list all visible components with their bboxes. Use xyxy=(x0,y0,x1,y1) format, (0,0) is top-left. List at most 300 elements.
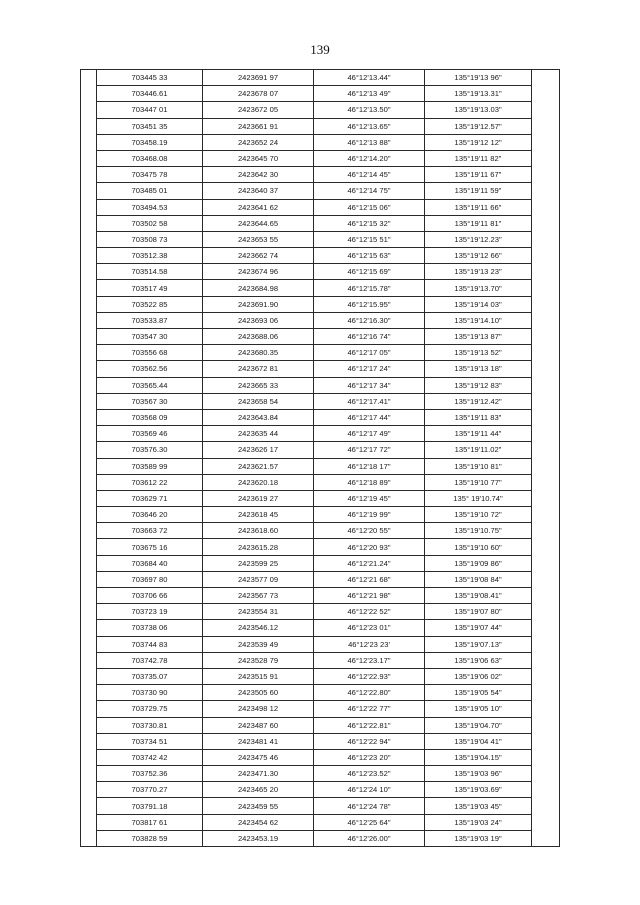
latitude-cell: 46°12'16.30" xyxy=(314,312,425,328)
x-coordinate-cell: 703589 99 xyxy=(97,458,203,474)
y-coordinate-cell: 2423465 20 xyxy=(203,782,314,798)
x-coordinate-cell: 703547 30 xyxy=(97,329,203,345)
latitude-cell: 46°12'13.50" xyxy=(314,102,425,118)
row-trailing-cell xyxy=(532,361,560,377)
longitude-cell: 135°19'07 80" xyxy=(425,604,532,620)
latitude-cell: 46°12'17 49" xyxy=(314,426,425,442)
row-margin-cell xyxy=(81,118,97,134)
row-margin-cell xyxy=(81,652,97,668)
y-coordinate-cell: 2423620.18 xyxy=(203,474,314,490)
longitude-cell: 135°19'07.13" xyxy=(425,636,532,652)
y-coordinate-cell: 2423652 24 xyxy=(203,134,314,150)
longitude-cell: 135°19'06 02" xyxy=(425,668,532,684)
table-row xyxy=(81,167,560,183)
x-coordinate-cell: 703447 01 xyxy=(97,102,203,118)
y-coordinate-cell: 2423691 97 xyxy=(203,70,314,86)
row-trailing-cell xyxy=(532,539,560,555)
table-row xyxy=(81,70,560,86)
row-trailing-cell xyxy=(532,798,560,814)
table-row xyxy=(81,296,560,312)
row-trailing-cell xyxy=(532,588,560,604)
x-coordinate-cell: 703485 01 xyxy=(97,183,203,199)
x-coordinate-cell: 703706 66 xyxy=(97,588,203,604)
latitude-cell: 46°12'23.52" xyxy=(314,766,425,782)
x-coordinate-cell: 703817 61 xyxy=(97,814,203,830)
row-margin-cell xyxy=(81,717,97,733)
row-margin-cell xyxy=(81,814,97,830)
table-row xyxy=(81,426,560,442)
x-coordinate-cell: 703502 58 xyxy=(97,215,203,231)
y-coordinate-cell: 2423487 60 xyxy=(203,717,314,733)
x-coordinate-cell: 703445 33 xyxy=(97,70,203,86)
longitude-cell: 135°19'12.42" xyxy=(425,393,532,409)
latitude-cell: 46°12'14 75" xyxy=(314,183,425,199)
table-row xyxy=(81,442,560,458)
x-coordinate-cell: 703569 46 xyxy=(97,426,203,442)
table-row xyxy=(81,118,560,134)
y-coordinate-cell: 2423599 25 xyxy=(203,555,314,571)
row-margin-cell xyxy=(81,749,97,765)
table-row xyxy=(81,604,560,620)
row-margin-cell xyxy=(81,134,97,150)
x-coordinate-cell: 703576.30 xyxy=(97,442,203,458)
longitude-cell: 135°19'12 12" xyxy=(425,134,532,150)
y-coordinate-cell: 2423644.65 xyxy=(203,215,314,231)
x-coordinate-cell: 703514.58 xyxy=(97,264,203,280)
longitude-cell: 135°19'10 81" xyxy=(425,458,532,474)
table-row xyxy=(81,393,560,409)
row-trailing-cell xyxy=(532,150,560,166)
row-trailing-cell xyxy=(532,701,560,717)
y-coordinate-cell: 2423680.35 xyxy=(203,345,314,361)
y-coordinate-cell: 2423653 55 xyxy=(203,231,314,247)
table-row xyxy=(81,134,560,150)
latitude-cell: 46°12'17 05" xyxy=(314,345,425,361)
row-margin-cell xyxy=(81,830,97,846)
row-margin-cell xyxy=(81,523,97,539)
longitude-cell: 135°19'11 81" xyxy=(425,215,532,231)
x-coordinate-cell: 703729.75 xyxy=(97,701,203,717)
row-margin-cell xyxy=(81,183,97,199)
row-trailing-cell xyxy=(532,183,560,199)
x-coordinate-cell: 703533.87 xyxy=(97,312,203,328)
row-trailing-cell xyxy=(532,215,560,231)
row-trailing-cell xyxy=(532,571,560,587)
row-trailing-cell xyxy=(532,70,560,86)
y-coordinate-cell: 2423645 70 xyxy=(203,150,314,166)
row-trailing-cell xyxy=(532,167,560,183)
row-trailing-cell xyxy=(532,264,560,280)
longitude-cell: 135°19'03 24" xyxy=(425,814,532,830)
row-trailing-cell xyxy=(532,733,560,749)
row-margin-cell xyxy=(81,426,97,442)
y-coordinate-cell: 2423619 27 xyxy=(203,490,314,506)
row-margin-cell xyxy=(81,701,97,717)
latitude-cell: 46°12'23 23' xyxy=(314,636,425,652)
row-trailing-cell xyxy=(532,231,560,247)
longitude-cell: 135°19'14 03" xyxy=(425,296,532,312)
longitude-cell: 135°19'12 66" xyxy=(425,248,532,264)
latitude-cell: 46°12'15.95" xyxy=(314,296,425,312)
table-row xyxy=(81,329,560,345)
y-coordinate-cell: 2423658 54 xyxy=(203,393,314,409)
row-margin-cell xyxy=(81,588,97,604)
x-coordinate-cell: 703475 78 xyxy=(97,167,203,183)
table-row xyxy=(81,766,560,782)
row-margin-cell xyxy=(81,86,97,102)
latitude-cell: 46°12'21 98" xyxy=(314,588,425,604)
table-row xyxy=(81,361,560,377)
row-margin-cell xyxy=(81,361,97,377)
latitude-cell: 46°12'13 88" xyxy=(314,134,425,150)
latitude-cell: 46°12'23 01" xyxy=(314,620,425,636)
y-coordinate-cell: 2423475 46 xyxy=(203,749,314,765)
row-trailing-cell xyxy=(532,377,560,393)
table-row xyxy=(81,620,560,636)
y-coordinate-cell: 2423665 33 xyxy=(203,377,314,393)
table-row xyxy=(81,86,560,102)
table-row xyxy=(81,685,560,701)
longitude-cell: 135°19'11 44" xyxy=(425,426,532,442)
row-trailing-cell xyxy=(532,409,560,425)
row-trailing-cell xyxy=(532,393,560,409)
x-coordinate-cell: 703446.61 xyxy=(97,86,203,102)
table-row xyxy=(81,264,560,280)
row-margin-cell xyxy=(81,280,97,296)
x-coordinate-cell: 703565.44 xyxy=(97,377,203,393)
row-trailing-cell xyxy=(532,458,560,474)
x-coordinate-cell: 703734 51 xyxy=(97,733,203,749)
y-coordinate-cell: 2423661 91 xyxy=(203,118,314,134)
x-coordinate-cell: 703684 40 xyxy=(97,555,203,571)
y-coordinate-cell: 2423672 05 xyxy=(203,102,314,118)
latitude-cell: 46°12'15 51" xyxy=(314,231,425,247)
row-margin-cell xyxy=(81,167,97,183)
x-coordinate-cell: 703738 06 xyxy=(97,620,203,636)
latitude-cell: 46°12'15 63" xyxy=(314,248,425,264)
latitude-cell: 46°12'24 78" xyxy=(314,798,425,814)
y-coordinate-cell: 2423567 73 xyxy=(203,588,314,604)
row-trailing-cell xyxy=(532,814,560,830)
table-row xyxy=(81,458,560,474)
longitude-cell: 135°19'08 84" xyxy=(425,571,532,587)
y-coordinate-cell: 2423528 79 xyxy=(203,652,314,668)
row-margin-cell xyxy=(81,409,97,425)
table-row xyxy=(81,814,560,830)
row-trailing-cell xyxy=(532,490,560,506)
longitude-cell: 135°19'13 87" xyxy=(425,329,532,345)
x-coordinate-cell: 703675 16 xyxy=(97,539,203,555)
row-margin-cell xyxy=(81,150,97,166)
latitude-cell: 46°12'15 69" xyxy=(314,264,425,280)
x-coordinate-cell: 703562.56 xyxy=(97,361,203,377)
row-margin-cell xyxy=(81,345,97,361)
row-trailing-cell xyxy=(532,329,560,345)
latitude-cell: 46°12'22.93" xyxy=(314,668,425,684)
x-coordinate-cell: 703512.38 xyxy=(97,248,203,264)
table-row xyxy=(81,555,560,571)
row-trailing-cell xyxy=(532,668,560,684)
row-trailing-cell xyxy=(532,652,560,668)
latitude-cell: 46°12'22 94" xyxy=(314,733,425,749)
latitude-cell: 46°12'14 45" xyxy=(314,167,425,183)
y-coordinate-cell: 2423642 30 xyxy=(203,167,314,183)
y-coordinate-cell: 2423640 37 xyxy=(203,183,314,199)
latitude-cell: 46°12'19 45" xyxy=(314,490,425,506)
table-row xyxy=(81,248,560,264)
y-coordinate-cell: 2423615.28 xyxy=(203,539,314,555)
latitude-cell: 46°12'22.81" xyxy=(314,717,425,733)
latitude-cell: 46°12'21.24" xyxy=(314,555,425,571)
x-coordinate-cell: 703567 30 xyxy=(97,393,203,409)
latitude-cell: 46°12'24 10" xyxy=(314,782,425,798)
x-coordinate-cell: 703517 49 xyxy=(97,280,203,296)
row-margin-cell xyxy=(81,668,97,684)
row-margin-cell xyxy=(81,490,97,506)
longitude-cell: 135°19'13.31" xyxy=(425,86,532,102)
table-row xyxy=(81,539,560,555)
x-coordinate-cell: 703458.19 xyxy=(97,134,203,150)
longitude-cell: 135°19'13.03" xyxy=(425,102,532,118)
x-coordinate-cell: 703730 90 xyxy=(97,685,203,701)
row-margin-cell xyxy=(81,733,97,749)
row-margin-cell xyxy=(81,248,97,264)
row-trailing-cell xyxy=(532,296,560,312)
longitude-cell: 135°19'12.57" xyxy=(425,118,532,134)
table-row xyxy=(81,588,560,604)
longitude-cell: 135°19'05 54" xyxy=(425,685,532,701)
longitude-cell: 135°19'11.02" xyxy=(425,442,532,458)
latitude-cell: 46°12'17.41" xyxy=(314,393,425,409)
y-coordinate-cell: 2423641 62 xyxy=(203,199,314,215)
row-margin-cell xyxy=(81,507,97,523)
y-coordinate-cell: 2423693 06 xyxy=(203,312,314,328)
row-margin-cell xyxy=(81,604,97,620)
row-trailing-cell xyxy=(532,280,560,296)
longitude-cell: 135°19'04 41" xyxy=(425,733,532,749)
latitude-cell: 46°12'22 77" xyxy=(314,701,425,717)
row-margin-cell xyxy=(81,199,97,215)
longitude-cell: 135°19'12 83" xyxy=(425,377,532,393)
row-trailing-cell xyxy=(532,766,560,782)
row-margin-cell xyxy=(81,571,97,587)
longitude-cell: 135°19'04.70" xyxy=(425,717,532,733)
longitude-cell: 135°19'03 19" xyxy=(425,830,532,846)
table-row xyxy=(81,474,560,490)
row-margin-cell xyxy=(81,215,97,231)
row-trailing-cell xyxy=(532,717,560,733)
table-row xyxy=(81,231,560,247)
row-trailing-cell xyxy=(532,555,560,571)
longitude-cell: 135°19'13 96" xyxy=(425,70,532,86)
row-trailing-cell xyxy=(532,86,560,102)
x-coordinate-cell: 703791.18 xyxy=(97,798,203,814)
y-coordinate-cell: 2423635 44 xyxy=(203,426,314,442)
x-coordinate-cell: 703646 20 xyxy=(97,507,203,523)
row-trailing-cell xyxy=(532,134,560,150)
longitude-cell: 135°19'10 72" xyxy=(425,507,532,523)
row-margin-cell xyxy=(81,766,97,782)
x-coordinate-cell: 703556 68 xyxy=(97,345,203,361)
longitude-cell: 135°19'11 83" xyxy=(425,409,532,425)
row-margin-cell xyxy=(81,539,97,555)
table-row xyxy=(81,280,560,296)
y-coordinate-cell: 2423546.12 xyxy=(203,620,314,636)
table-row xyxy=(81,717,560,733)
x-coordinate-cell: 703508 73 xyxy=(97,231,203,247)
table-row xyxy=(81,490,560,506)
y-coordinate-cell: 2423678 07 xyxy=(203,86,314,102)
row-trailing-cell xyxy=(532,782,560,798)
y-coordinate-cell: 2423498 12 xyxy=(203,701,314,717)
row-trailing-cell xyxy=(532,830,560,846)
latitude-cell: 46°12'15 32" xyxy=(314,215,425,231)
row-trailing-cell xyxy=(532,312,560,328)
table-row xyxy=(81,571,560,587)
x-coordinate-cell: 703697 80 xyxy=(97,571,203,587)
table-row xyxy=(81,199,560,215)
row-trailing-cell xyxy=(532,199,560,215)
table-row xyxy=(81,183,560,199)
coordinates-table-body xyxy=(81,70,560,847)
y-coordinate-cell: 2423453.19 xyxy=(203,830,314,846)
longitude-cell: 135°19'10.75" xyxy=(425,523,532,539)
coordinates-table xyxy=(80,69,560,847)
longitude-cell: 135°19'10 77" xyxy=(425,474,532,490)
row-trailing-cell xyxy=(532,442,560,458)
y-coordinate-cell: 2423672 81 xyxy=(203,361,314,377)
row-trailing-cell xyxy=(532,118,560,134)
latitude-cell: 46°12'17 72" xyxy=(314,442,425,458)
y-coordinate-cell: 2423684.98 xyxy=(203,280,314,296)
table-row xyxy=(81,102,560,118)
latitude-cell: 46°12'26.00" xyxy=(314,830,425,846)
y-coordinate-cell: 2423621.57 xyxy=(203,458,314,474)
x-coordinate-cell: 703742.78 xyxy=(97,652,203,668)
y-coordinate-cell: 2423459 55 xyxy=(203,798,314,814)
longitude-cell: 135°19'04.15" xyxy=(425,749,532,765)
x-coordinate-cell: 703770.27 xyxy=(97,782,203,798)
y-coordinate-cell: 2423454 62 xyxy=(203,814,314,830)
latitude-cell: 46°12'18 89" xyxy=(314,474,425,490)
table-row xyxy=(81,523,560,539)
table-row xyxy=(81,782,560,798)
y-coordinate-cell: 2423515 91 xyxy=(203,668,314,684)
y-coordinate-cell: 2423688.06 xyxy=(203,329,314,345)
x-coordinate-cell: 703744 83 xyxy=(97,636,203,652)
longitude-cell: 135°19'14.10" xyxy=(425,312,532,328)
y-coordinate-cell: 2423662 74 xyxy=(203,248,314,264)
y-coordinate-cell: 2423471.30 xyxy=(203,766,314,782)
longitude-cell: 135°19'07 44" xyxy=(425,620,532,636)
longitude-cell: 135°19'03 45" xyxy=(425,798,532,814)
y-coordinate-cell: 2423674 96 xyxy=(203,264,314,280)
table-row xyxy=(81,749,560,765)
longitude-cell: 135°19'09 86" xyxy=(425,555,532,571)
table-row xyxy=(81,312,560,328)
latitude-cell: 46°12'13.65" xyxy=(314,118,425,134)
row-trailing-cell xyxy=(532,474,560,490)
latitude-cell: 46°12'17 44" xyxy=(314,409,425,425)
table-row xyxy=(81,701,560,717)
longitude-cell: 135°19'13.70" xyxy=(425,280,532,296)
x-coordinate-cell: 703663 72 xyxy=(97,523,203,539)
table-row xyxy=(81,798,560,814)
row-margin-cell xyxy=(81,393,97,409)
table-row xyxy=(81,409,560,425)
longitude-cell: 135°19'10 60" xyxy=(425,539,532,555)
longitude-cell: 135°19'11 82" xyxy=(425,150,532,166)
x-coordinate-cell: 703568 09 xyxy=(97,409,203,425)
latitude-cell: 46°12'14.20" xyxy=(314,150,425,166)
latitude-cell: 46°12'25 64" xyxy=(314,814,425,830)
row-trailing-cell xyxy=(532,620,560,636)
latitude-cell: 46°12'13.44" xyxy=(314,70,425,86)
x-coordinate-cell: 703752.36 xyxy=(97,766,203,782)
row-trailing-cell xyxy=(532,507,560,523)
latitude-cell: 46°12'21 68" xyxy=(314,571,425,587)
x-coordinate-cell: 703742 42 xyxy=(97,749,203,765)
x-coordinate-cell: 703828 59 xyxy=(97,830,203,846)
x-coordinate-cell: 703612 22 xyxy=(97,474,203,490)
longitude-cell: 135° 19'10.74" xyxy=(425,490,532,506)
table-row xyxy=(81,636,560,652)
y-coordinate-cell: 2423554 31 xyxy=(203,604,314,620)
latitude-cell: 46°12'18 17" xyxy=(314,458,425,474)
row-margin-cell xyxy=(81,70,97,86)
y-coordinate-cell: 2423618 45 xyxy=(203,507,314,523)
table-row xyxy=(81,215,560,231)
table-row xyxy=(81,345,560,361)
latitude-cell: 46°12'23 20" xyxy=(314,749,425,765)
row-trailing-cell xyxy=(532,345,560,361)
longitude-cell: 135°19'08.41" xyxy=(425,588,532,604)
longitude-cell: 135°19'06 63" xyxy=(425,652,532,668)
x-coordinate-cell: 703451 35 xyxy=(97,118,203,134)
table-row xyxy=(81,377,560,393)
longitude-cell: 135°19'05 10" xyxy=(425,701,532,717)
y-coordinate-cell: 2423539 49 xyxy=(203,636,314,652)
row-margin-cell xyxy=(81,102,97,118)
row-margin-cell xyxy=(81,312,97,328)
table-row xyxy=(81,150,560,166)
row-trailing-cell xyxy=(532,636,560,652)
row-margin-cell xyxy=(81,231,97,247)
latitude-cell: 46°12'17 24" xyxy=(314,361,425,377)
table-row xyxy=(81,830,560,846)
x-coordinate-cell: 703494.53 xyxy=(97,199,203,215)
longitude-cell: 135°19'11 59" xyxy=(425,183,532,199)
table-row xyxy=(81,733,560,749)
table-row xyxy=(81,507,560,523)
row-trailing-cell xyxy=(532,248,560,264)
row-margin-cell xyxy=(81,636,97,652)
latitude-cell: 46°12'15.78" xyxy=(314,280,425,296)
y-coordinate-cell: 2423505 60 xyxy=(203,685,314,701)
y-coordinate-cell: 2423643.84 xyxy=(203,409,314,425)
x-coordinate-cell: 703629 71 xyxy=(97,490,203,506)
row-margin-cell xyxy=(81,377,97,393)
latitude-cell: 46°12'13 49" xyxy=(314,86,425,102)
longitude-cell: 135°19'12.23" xyxy=(425,231,532,247)
row-margin-cell xyxy=(81,782,97,798)
x-coordinate-cell: 703468.08 xyxy=(97,150,203,166)
longitude-cell: 135°19'13 23" xyxy=(425,264,532,280)
longitude-cell: 135°19'03 96" xyxy=(425,766,532,782)
y-coordinate-cell: 2423691.90 xyxy=(203,296,314,312)
x-coordinate-cell: 703730.81 xyxy=(97,717,203,733)
y-coordinate-cell: 2423481 41 xyxy=(203,733,314,749)
